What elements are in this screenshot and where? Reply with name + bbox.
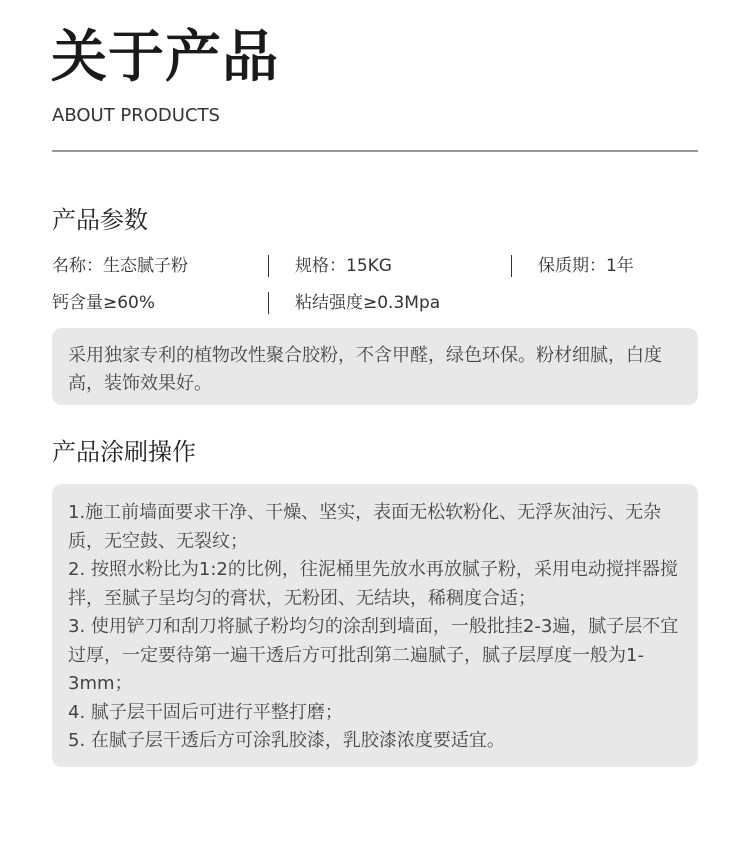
param-shelf-life: 保质期：1年 — [538, 256, 634, 276]
step-item: 5. 在腻子层干透后方可涂乳胶漆，乳胶漆浓度要适宜。 — [68, 730, 505, 751]
step-item: 4. 腻子层干固后可进行平整打磨； — [68, 701, 343, 723]
params-heading: 产品参数 — [52, 206, 148, 234]
param-bond-strength: 粘结强度≥0.3Mpa — [295, 293, 441, 313]
usage-heading: 产品涂刷操作 — [52, 438, 196, 466]
step-item: 3. 使用铲刀和刮刀将腻子粉均匀的涂刮到墙面，一般批挂2-3遍，腻子层不宜过厚，一定要待第一遍干透后方可批刮第二遍腻子，腻子层厚度一般为1-3mm； — [68, 616, 679, 694]
step-item: 2. 按照水粉比为1:2的比例，往泥桶里先放水再放腻子粉，采用电动搅拌器搅拌，至腻子呈均匀的膏状，无粉团、无结块，稀稠度合适； — [68, 559, 678, 609]
param-separator — [268, 255, 269, 277]
param-separator — [268, 292, 269, 314]
page-subtitle: ABOUT PRODUCTS — [52, 105, 220, 126]
step-item: 1.施工前墙面要求干净、干燥、坚实，表面无松软粉化、无浮灰油污、无杂质，无空鼓、无裂纹； — [68, 502, 662, 552]
usage-steps — [52, 484, 698, 767]
header-divider — [52, 150, 698, 152]
param-calcium: 钙含量≥60% — [52, 293, 156, 313]
page-title: 关于产品 — [51, 25, 279, 90]
param-name: 名称：生态腻子粉 — [52, 256, 188, 276]
description-text: 采用独家专利的植物改性聚合胶粉，不含甲醛，绿色环保。粉材细腻，白度高，装饰效果好。 — [68, 345, 662, 394]
param-spec: 规格：15KG — [295, 256, 392, 276]
param-separator — [511, 255, 512, 277]
product-description — [52, 328, 698, 405]
